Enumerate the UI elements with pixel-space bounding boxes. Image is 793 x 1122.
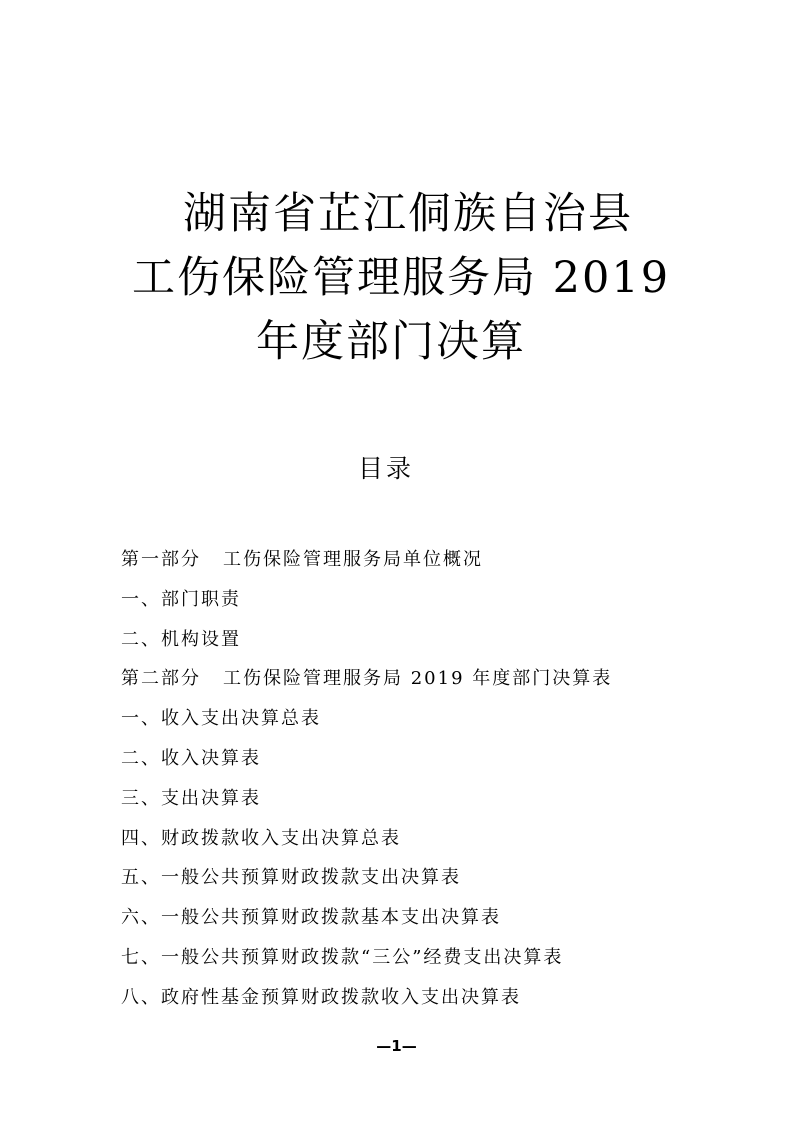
toc-item [121,540,612,580]
toc-item [121,580,612,620]
toc-item [121,898,612,938]
toc-item-text: 八、政府性基金预算财政拨款收入支出决算表 [121,986,521,1008]
toc-item-text: 四、财政拨款收入支出决算总表 [121,827,401,849]
toc-item-text: 三、支出决算表 [121,787,261,809]
toc-item-text: 工伤保险管理服务局单位概况 [223,549,483,570]
toc-part-label: 第一部分 [121,549,201,570]
toc-item [121,739,612,779]
toc-item-text: 工伤保险管理服务局 2019 年度部门决算表 [223,668,613,690]
table-of-contents [121,540,612,1018]
toc-item [121,620,612,660]
toc-item [121,659,612,699]
toc-item [121,819,612,859]
toc-item-text: 一、收入支出决算总表 [121,708,321,730]
toc-item-text: 六、一般公共预算财政拨款基本支出决算表 [121,907,501,929]
toc-heading: 目录 [358,454,415,483]
toc-item-text: 二、收入决算表 [121,747,261,769]
toc-item-text: 五、一般公共预算财政拨款支出决算表 [121,867,461,889]
document-title-line-3: 年度部门决算 [256,317,526,367]
toc-item-text: 一、部门职责 [121,588,241,610]
document-title-line-1: 湖南省芷江侗族自治县 [183,189,633,239]
toc-item-text: 七、一般公共预算财政拨款“三公”经费支出决算表 [121,946,564,968]
toc-item [121,699,612,739]
page-number: —1— [376,1037,417,1055]
toc-item [121,858,612,898]
toc-item [121,978,612,1018]
toc-item [121,938,612,978]
document-title-line-2: 工伤保险管理服务局 2019 [132,253,671,303]
toc-item-text: 二、机构设置 [121,628,241,650]
toc-item [121,779,612,819]
toc-part-label: 第二部分 [121,668,201,690]
